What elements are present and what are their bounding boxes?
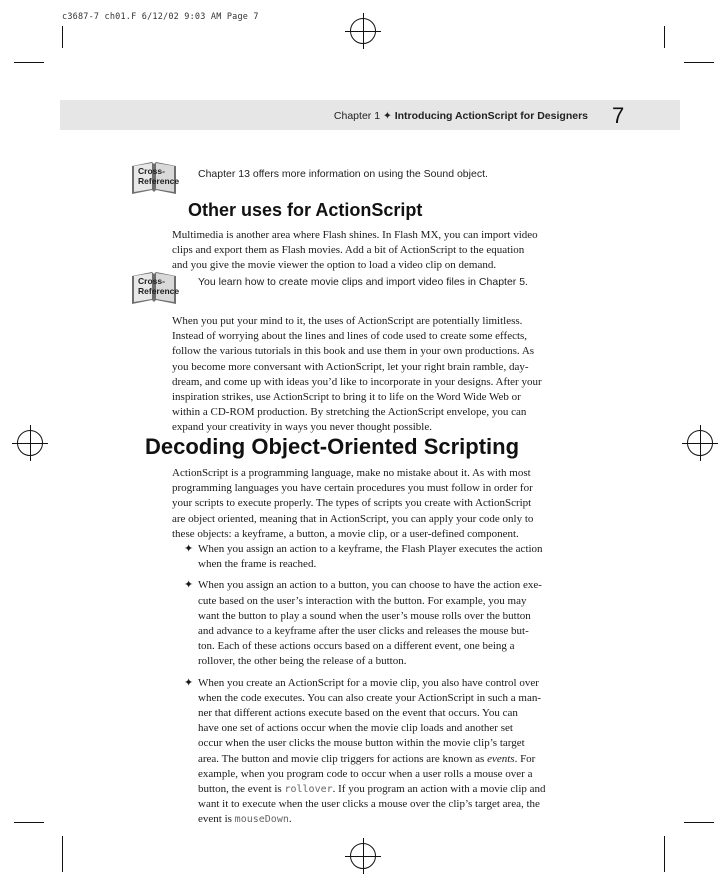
list-item: ✦ When you assign an action to a button, you can choose to have the action exe- cute based on the user’s interaction with the button. For example, you may want the button to play a sound when the user’s mouse rolls over the button and advance to a keyframe after the user clicks and releases the mouse but- ton. Each of these actions occurs based on a different event, one being a rollover, the other being the release of a button.	[184, 579, 542, 668]
running-header	[334, 110, 588, 122]
cross-reference-text: You learn how to create movie clips and import video files in Chapter 5.	[198, 276, 528, 288]
cross-reference-text: Chapter 13 offers more information on using the Sound object.	[198, 168, 488, 180]
registration-mark-bottom	[350, 843, 376, 869]
bullet-icon: ✦	[184, 676, 194, 689]
slug-line: c3687-7 ch01.F 6/12/02 9:03 AM Page 7	[62, 12, 259, 22]
crop-mark-bottom-left-h	[14, 822, 44, 823]
header-chapter: Chapter 1	[333, 110, 381, 122]
bullet-icon: ✦	[184, 543, 194, 555]
page-number: 7	[612, 103, 625, 128]
crop-mark-bottom-left-v	[62, 836, 63, 872]
header-separator: ✦	[382, 110, 392, 122]
paragraph-limitless: When you put your mind to it, the uses of ActionScript are potentially limitless. Instead of worrying about the lines and lines of code used to create some effects, follow the various tutorials in this book and use them in your own productions. As you become more conversant with ActionScript, let your right brain ramble, day- dream, and come up with ideas you’d like to incorporate in your designs. After your inspiration strikes, use ActionScript to bring it to life on the Word Wide Web or within a CD-ROM production. By stretching the ActionScript envelope, you can expand your creativity in ways you never thought possible.	[172, 315, 542, 434]
registration-mark-top	[350, 18, 376, 44]
cross-reference-label-2: Reference	[138, 286, 180, 296]
registration-mark-left	[17, 430, 43, 456]
crop-mark-bottom-right-v	[664, 836, 665, 872]
paragraph-decoding: ActionScript is a programming language, make no mistake about it. As with most programming languages you have certain procedures you must follow in order for your scripts to execute properly. The types of scripts you create with ActionScript are object oriented, meaning that in ActionScript, you can apply your code only to these objects: a keyframe, a button, a movie clip, or a user-defined component.	[172, 467, 534, 540]
crop-mark-bottom-right-h	[684, 822, 714, 823]
section-heading: Other uses for ActionScript	[188, 200, 423, 220]
cross-reference-icon	[130, 270, 178, 306]
registration-mark-right	[687, 430, 713, 456]
paragraph-other-uses: Multimedia is another area where Flash shines. In Flash MX, you can import video clips and export them as Flash movies. Add a bit of ActionScript to the equation and you give the movie viewer the option to load a video clip on demand.	[172, 229, 538, 272]
bullet-list	[184, 542, 604, 830]
list-item: ✦ When you create an ActionScript for a movie clip, you also have control over when the code executes. You can also create your ActionScript in such a man- ner that different actions execute based on the event that occurs. You can have one set of actions occur when the movie clip loads and another set occur when the user clicks the mouse button within the movie clip’s target area. The button and movie clip triggers for actions are known as events. For example, when you program code to occur when a user rolls a mouse over a button, the event is rollover. If you program an action with a movie clip and want it to execute when the user clicks a mouse over the clip’s target area, the event is mouseDown.	[184, 676, 546, 826]
cross-reference-label-1: Cross-	[138, 166, 165, 176]
main-heading: Decoding Object-Oriented Scripting	[145, 434, 520, 459]
code-mousedown: mouseDown	[234, 814, 289, 826]
bullet-icon: ✦	[184, 579, 194, 592]
crop-mark-top-left-v	[62, 26, 63, 48]
cross-reference-label-2: Reference	[138, 176, 180, 186]
crop-mark-top-right-v	[664, 26, 665, 48]
crop-mark-top-right-h	[684, 62, 714, 63]
cross-reference-label-1: Cross-	[138, 276, 165, 286]
crop-mark-top-left-h	[14, 62, 44, 63]
code-rollover: rollover	[284, 784, 333, 796]
header-title: Introducing ActionScript for Designers	[394, 110, 588, 122]
list-item: ✦ When you assign an action to a keyframe, the Flash Player executes the action when the frame is reached.	[184, 543, 543, 571]
cross-reference-icon	[130, 160, 178, 196]
